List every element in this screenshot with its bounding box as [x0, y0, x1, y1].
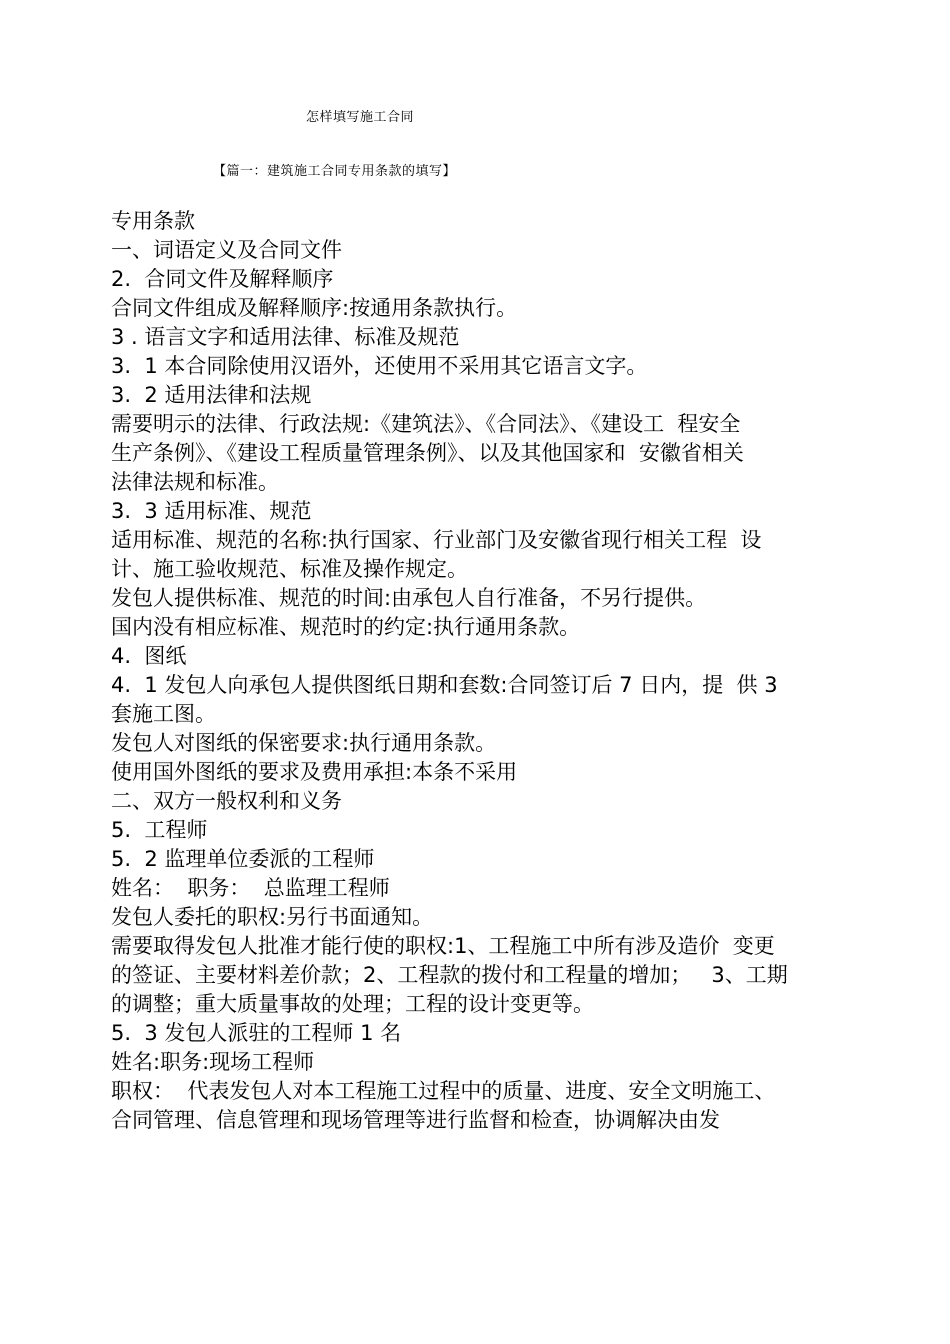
- text-line: 合同管理、信息管理和现场管理等进行监督和检查，协调解决由发: [111, 1108, 720, 1132]
- text-line: 3. 2 适用法律和法规: [111, 383, 312, 407]
- text-line: 3. 1 本合同除使用汉语外，还使用不采用其它语言文字。: [111, 354, 648, 378]
- text-line: 5. 工程师: [111, 818, 208, 842]
- document-subtitle: 【篇一：建筑施工合同专用条款的填写】: [213, 164, 457, 179]
- text-line: 3. 3 适用标准、规范: [111, 499, 312, 523]
- text-line: 的调整；重大质量事故的处理；工程的设计变更等。: [111, 992, 594, 1016]
- text-line: 职权： 代表发包人对本工程施工过程中的质量、进度、安全文明施工、: [111, 1079, 776, 1103]
- text-line: 姓名： 职务： 总监理工程师: [111, 876, 390, 900]
- text-line: 使用国外图纸的要求及费用承担:本条不采用: [111, 760, 518, 784]
- text-line: 发包人委托的职权:另行书面通知。: [111, 905, 434, 929]
- text-line: 的签证、主要材料差价款；2、工程款的拨付和工程量的增加； 3、工期: [111, 963, 788, 987]
- document-title: 怎样填写施工合同: [306, 110, 415, 125]
- text-line: 计、施工验收规范、标准及操作规定。: [111, 557, 468, 581]
- text-line: 法律法规和标准。: [111, 470, 279, 494]
- text-line: 发包人对图纸的保密要求:执行通用条款。: [111, 731, 497, 755]
- text-line: 3 . 语言文字和适用法律、标准及规范: [111, 325, 460, 349]
- text-line: 需要取得发包人批准才能行使的职权:1、工程施工中所有涉及造价 变更: [111, 934, 775, 958]
- text-line: 发包人提供标准、规范的时间:由承包人自行准备，不另行提供。: [111, 586, 707, 610]
- text-line: 适用标准、规范的名称:执行国家、行业部门及安徽省现行相关工程 设: [111, 528, 762, 552]
- text-line: 二、双方一般权利和义务: [111, 789, 342, 813]
- text-line: 5. 3 发包人派驻的工程师 1 名: [111, 1021, 402, 1045]
- text-line: 一、词语定义及合同文件: [111, 238, 342, 262]
- text-line: 需要明示的法律、行政法规:《建筑法》、《合同法》、《建设工 程安全: [111, 412, 741, 436]
- text-line: 5. 2 监理单位委派的工程师: [111, 847, 375, 871]
- text-line: 2. 合同文件及解释顺序: [111, 267, 334, 291]
- text-line: 4. 1 发包人向承包人提供图纸日期和套数:合同签订后 7 日内，提 供 3: [111, 673, 778, 697]
- text-line: 姓名:职务:现场工程师: [111, 1050, 315, 1074]
- text-line: 国内没有相应标准、规范时的约定:执行通用条款。: [111, 615, 581, 639]
- document-body: [111, 207, 871, 1135]
- text-line: 套施工图。: [111, 702, 216, 726]
- text-line: 生产条例》、《建设工程质量管理条例》、以及其他国家和 安徽省相关: [111, 441, 744, 465]
- text-line: 4. 图纸: [111, 644, 187, 668]
- text-line: 专用条款: [111, 209, 195, 233]
- text-line: 合同文件组成及解释顺序:按通用条款执行。: [111, 296, 518, 320]
